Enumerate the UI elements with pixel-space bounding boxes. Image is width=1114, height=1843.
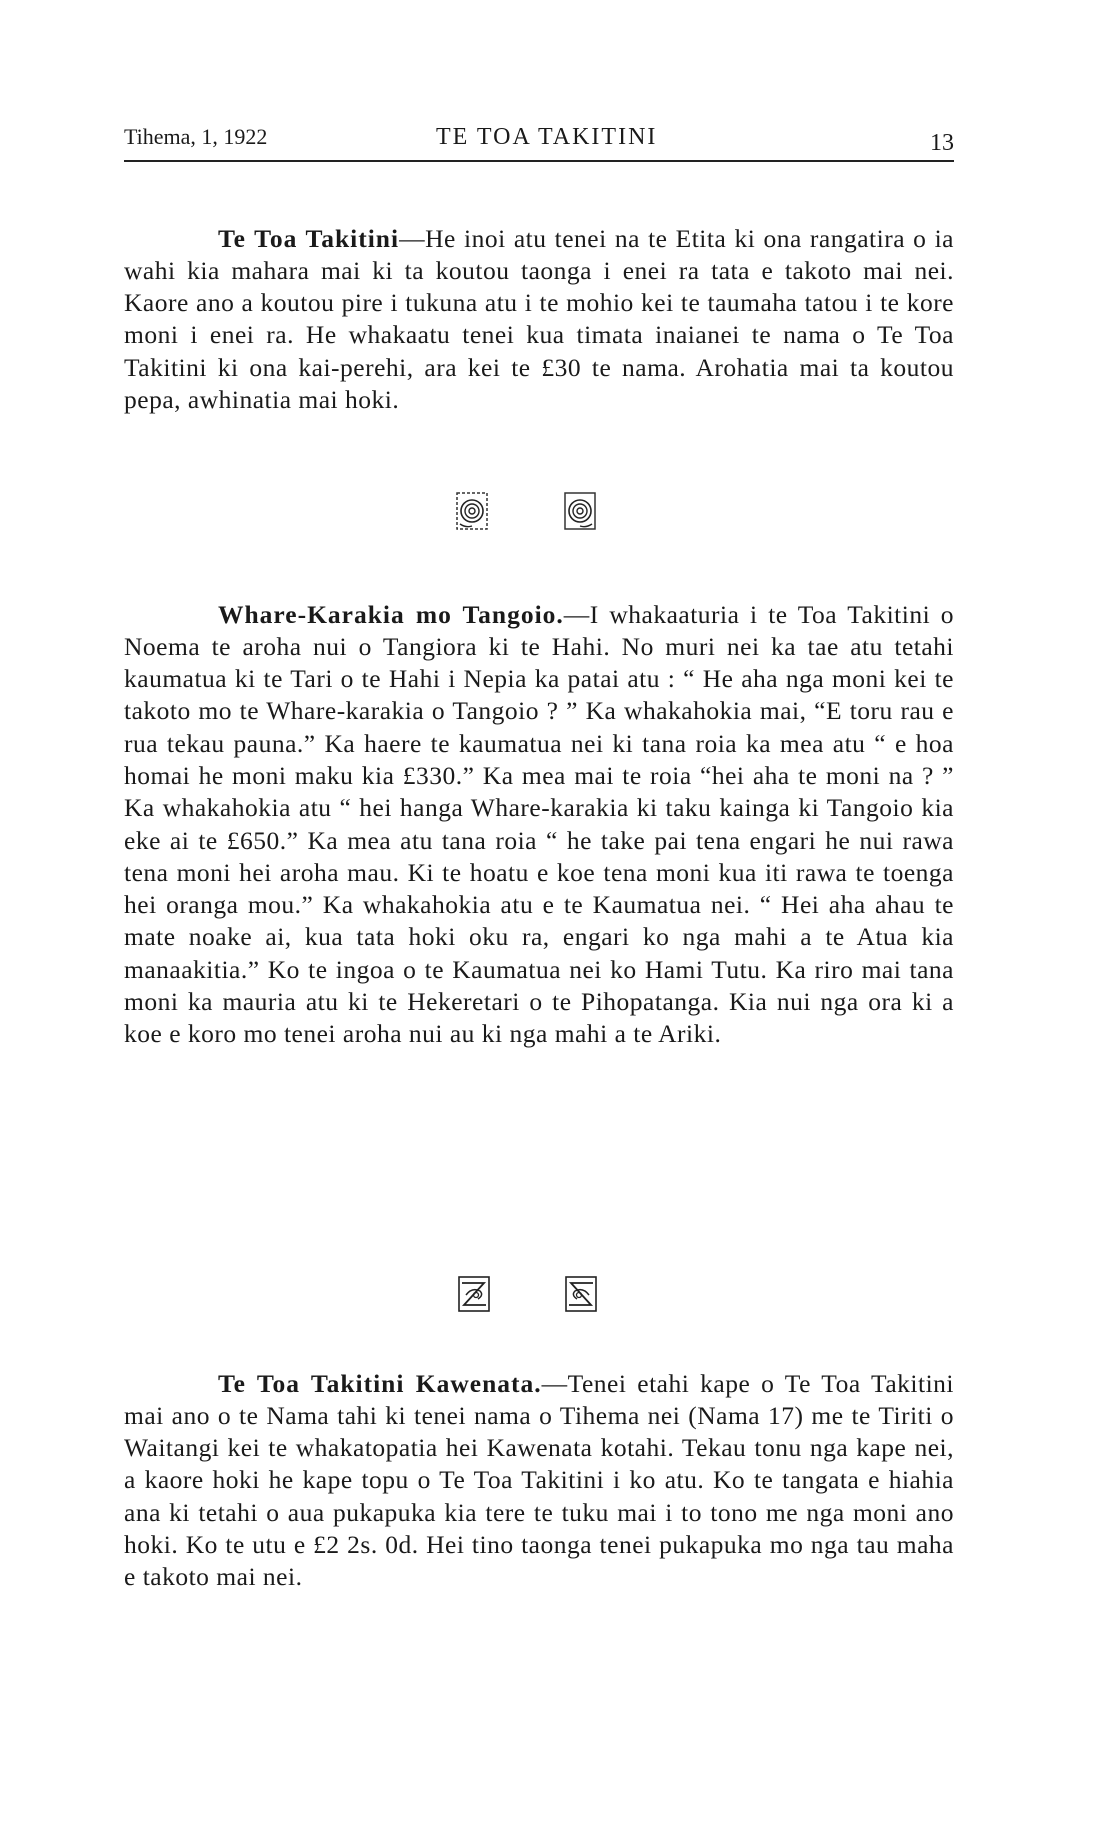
article-heading: Te Toa Takitini Kawenata.: [218, 1368, 542, 1398]
ornament-divider: [0, 490, 1114, 542]
article-toa-takitini: [124, 223, 954, 417]
issue-date: Tihema, 1, 1922: [124, 124, 268, 149]
page-number: 13: [930, 130, 954, 156]
header-rule: [124, 160, 954, 162]
article-heading: Te Toa Takitini: [218, 223, 400, 253]
ornament-divider: [0, 1273, 1114, 1325]
spiral-ornament-icon: [454, 490, 490, 532]
koru-ornament-icon: [456, 1273, 492, 1315]
running-head: [124, 118, 954, 158]
article-body: —I whakaaturia i te Toa Takitini o Noema te aroha nui o Tangiora ki te Hahi. No muri nei ka tae atu tetahi kaumatua ki te Tari o te Hahi i Nepia ka patai atu : “ He aha nga moni kei te takoto mo te Whare-karakia o Tangoio ? ” Ka whakahokia mai, “E toru rau e rua tekau pauna.” Ka haere te kaumatua nei ki tana roia ka mea atu “ e hoa homai he moni maku kia £330.” Ka mea mai te roia “hei aha te moni na ? ” Ka whakahokia atu “ hei hanga Whare-karakia ki taku kainga ki Tangoio kia eke ai te £650.” Ka mea atu tana roia “ he take pai tena engari he nui rawa tena moni hei aroha mau. Ki te hoatu e koe tena moni kua iti rawa te toenga hei oranga mou.” Ka whakahokia atu e te Kaumatua nei. “ Hei aha ahau te mate noake ai, kua tata hoki oku ra, engari ko nga mahi a te Atua kia manaakitia.” Ko te ingoa o te Kaumatua nei ko Hami Tutu. Ka riro mai tana moni ka mauria atu ki te Hekeretari o te Pihopatanga. Kia nui nga ora ki a koe e koro mo tenei aroha nui au ki nga mahi a te Ariki.: [124, 599, 954, 1049]
article-body: —He inoi atu tenei na te Etita ki ona rangatira o ia wahi kia mahara mai ki ta koutou taonga i enei ra tata e takoto mai nei. Kaore ano a koutou pire i tukuna atu i te mohio kei te taumaha tatou i te kore moni i enei ra. He whakaatu tenei kua timata inaianei te nama o Te Toa Takitini ki ona kai-perehi, ara kei te £30 te nama. Arohatia mai ta koutou pepa, awhinatia mai hoki.: [124, 223, 954, 414]
spiral-ornament-icon: [562, 490, 598, 532]
article-whare-karakia: [124, 599, 954, 1051]
article-heading: Whare-Karakia mo Tangoio.: [218, 599, 564, 629]
koru-ornament-icon: [563, 1273, 599, 1315]
article-kawenata: [124, 1368, 954, 1594]
article-body: —Tenei etahi kape o Te Toa Takitini mai ano o te Nama tahi ki tenei nama o Tihema nei (Nama 17) me te Tiriti o Waitangi kei te whakatopatia hei Kawenata kotahi. Tekau tonu nga kape nei, a kaore hoki he kape topu o Te Toa Takitini i ko atu. Ko te tangata e hiahia ana ki tetahi o aua pukapuka kia tere te tuku mai i to tono me nga moni ano hoki. Ko te utu e £2 2s. 0d. Hei tino taonga tenei pukapuka mo nga tau maha e takoto mai nei.: [124, 1368, 954, 1592]
publication-title: TE TOA TAKITINI: [436, 124, 658, 150]
